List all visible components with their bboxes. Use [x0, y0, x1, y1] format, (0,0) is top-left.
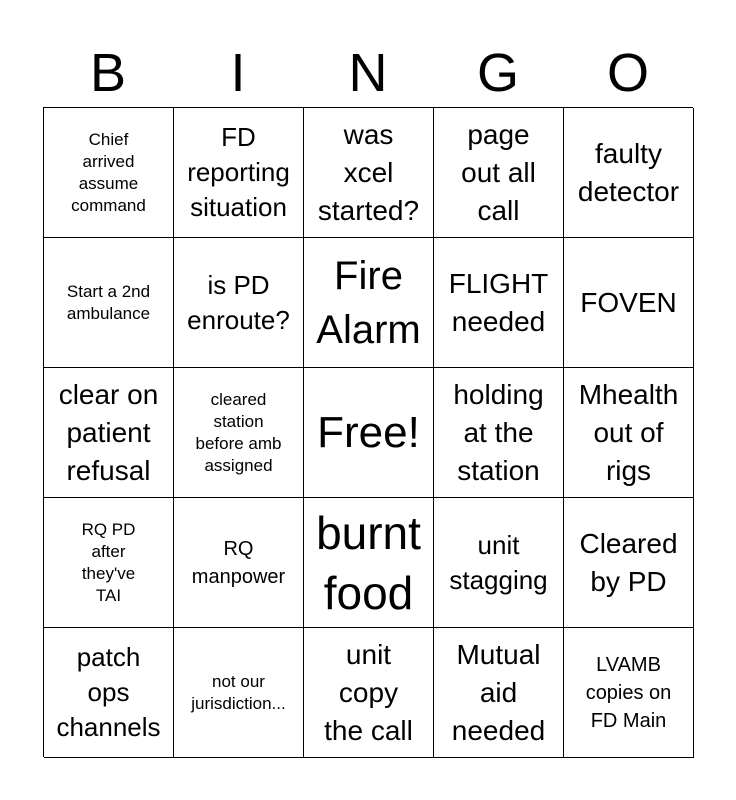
bingo-cell-r1c2[interactable]	[174, 108, 304, 238]
cell-text: Cleared by PD	[579, 527, 678, 597]
free-space-text: Free!	[317, 407, 420, 457]
bingo-cell-free[interactable]	[304, 368, 434, 498]
cell-text: FOVEN	[580, 286, 677, 318]
header-letter-o: O	[606, 43, 649, 103]
cell-text: Mutual aid needed	[451, 638, 546, 746]
header-letter-n: N	[348, 43, 388, 103]
bingo-cell-r5c2[interactable]	[174, 628, 304, 758]
cell-text: holding at the station	[453, 378, 544, 486]
bingo-cell-r5c1[interactable]	[44, 628, 174, 758]
bingo-cell-r1c3[interactable]	[304, 108, 434, 238]
cell-text: RQ manpower	[191, 537, 286, 588]
bingo-cell-r2c3[interactable]	[304, 238, 434, 368]
header-letter-i: I	[230, 43, 246, 103]
cell-text: unit stagging	[449, 529, 548, 595]
bingo-cell-r4c4[interactable]	[434, 498, 564, 628]
bingo-cell-r3c2[interactable]	[174, 368, 304, 498]
bingo-cell-r4c5[interactable]	[564, 498, 694, 628]
cell-text: burnt food	[316, 506, 421, 619]
cell-text: unit copy the call	[324, 638, 413, 746]
bingo-cell-r2c1[interactable]	[44, 238, 174, 368]
cell-text: was xcel started?	[317, 118, 420, 226]
cell-text: cleared station before amb assigned	[195, 389, 282, 475]
bingo-cell-r3c5[interactable]	[564, 368, 694, 498]
cell-text: is PD enroute?	[187, 269, 290, 335]
cell-text: Fire Alarm	[316, 253, 421, 352]
bingo-cell-r3c4[interactable]	[434, 368, 564, 498]
cell-text: Mhealth out of rigs	[578, 378, 679, 486]
cell-text: not our jurisdiction...	[191, 671, 286, 713]
header-letter-g: G	[476, 43, 519, 103]
cell-text: LVAMB copies on FD Main	[585, 653, 672, 732]
bingo-cell-r1c4[interactable]	[434, 108, 564, 238]
bingo-cell-r4c2[interactable]	[174, 498, 304, 628]
cell-text: patch ops channels	[56, 642, 161, 742]
bingo-cell-r2c2[interactable]	[174, 238, 304, 368]
header-letter-b: B	[89, 43, 127, 103]
bingo-cell-r2c4[interactable]	[434, 238, 564, 368]
cell-text: page out all call	[461, 118, 536, 226]
bingo-cell-r4c3[interactable]	[304, 498, 434, 628]
cell-text: faulty detector	[577, 137, 680, 207]
cell-text: Start a 2nd ambulance	[66, 281, 151, 323]
bingo-card-grid	[43, 107, 693, 757]
cell-text: FD reporting situation	[187, 122, 290, 222]
bingo-cell-r5c3[interactable]	[304, 628, 434, 758]
cell-text: Chief arrived assume command	[71, 129, 146, 215]
bingo-cell-r2c5[interactable]	[564, 238, 694, 368]
cell-text: FLIGHT needed	[448, 267, 549, 337]
bingo-cell-r3c1[interactable]	[44, 368, 174, 498]
bingo-cell-r5c5[interactable]	[564, 628, 694, 758]
bingo-cell-r4c1[interactable]	[44, 498, 174, 628]
cell-text: clear on patient refusal	[58, 378, 159, 486]
bingo-cell-r1c1[interactable]	[44, 108, 174, 238]
bingo-cell-r1c5[interactable]	[564, 108, 694, 238]
cell-text: RQ PD after they've TAI	[81, 519, 136, 605]
bingo-cell-r5c4[interactable]	[434, 628, 564, 758]
bingo-header	[43, 40, 693, 106]
